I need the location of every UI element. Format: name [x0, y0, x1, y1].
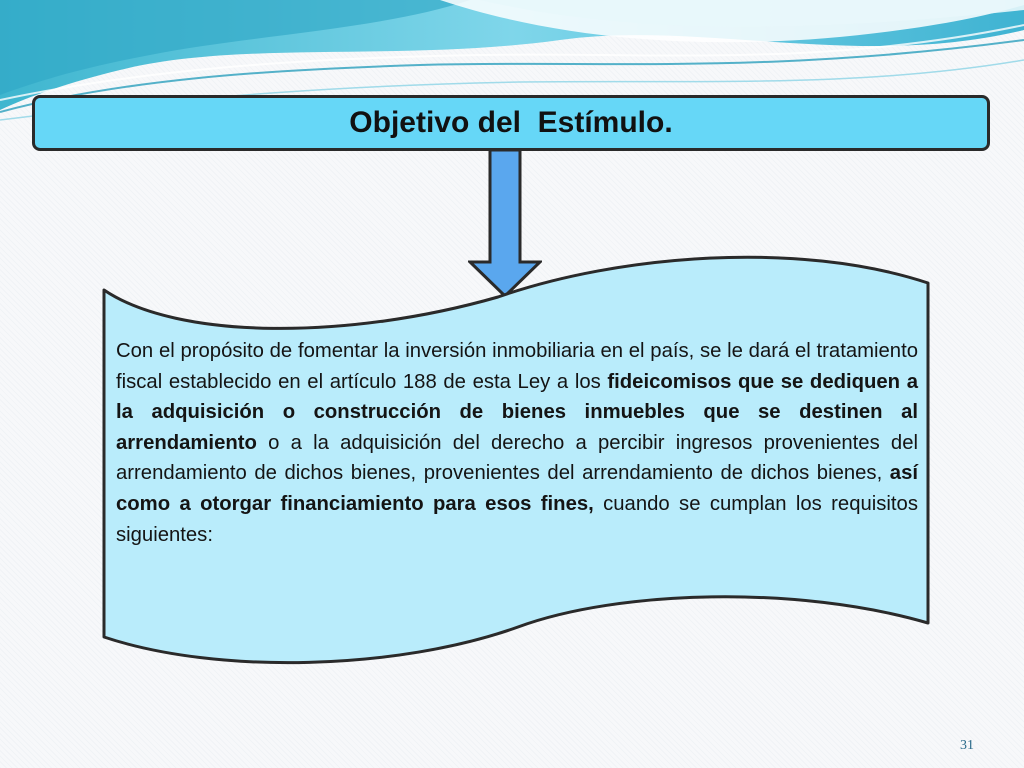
- text-segment: o a la adquisición del derecho a percibir ingresos provenientes del arrendamiento de dichos bienes, provenientes del arrendamiento de dichos bienes,: [116, 431, 918, 485]
- slide-title: Objetivo del Estímulo.: [349, 106, 673, 139]
- bold-text-segment: así como a otorgar financiamiento para esos fines,: [116, 462, 918, 515]
- page-number: 31: [960, 738, 974, 753]
- title-banner: [32, 95, 990, 151]
- text-segment: Con el propósito de fomentar la inversión inmobiliaria en el país, se le dará el tratamiento fiscal establecido en el artículo 188 de esta Ley a los: [116, 340, 918, 393]
- bold-text-segment: fideicomisos que se dediquen a la adquisición o construcción de bienes inmuebles que se destinen al arrendamiento: [116, 370, 918, 454]
- text-segment: cuando se cumplan los requisitos siguientes:: [116, 492, 918, 546]
- body-paragraph: [116, 336, 918, 550]
